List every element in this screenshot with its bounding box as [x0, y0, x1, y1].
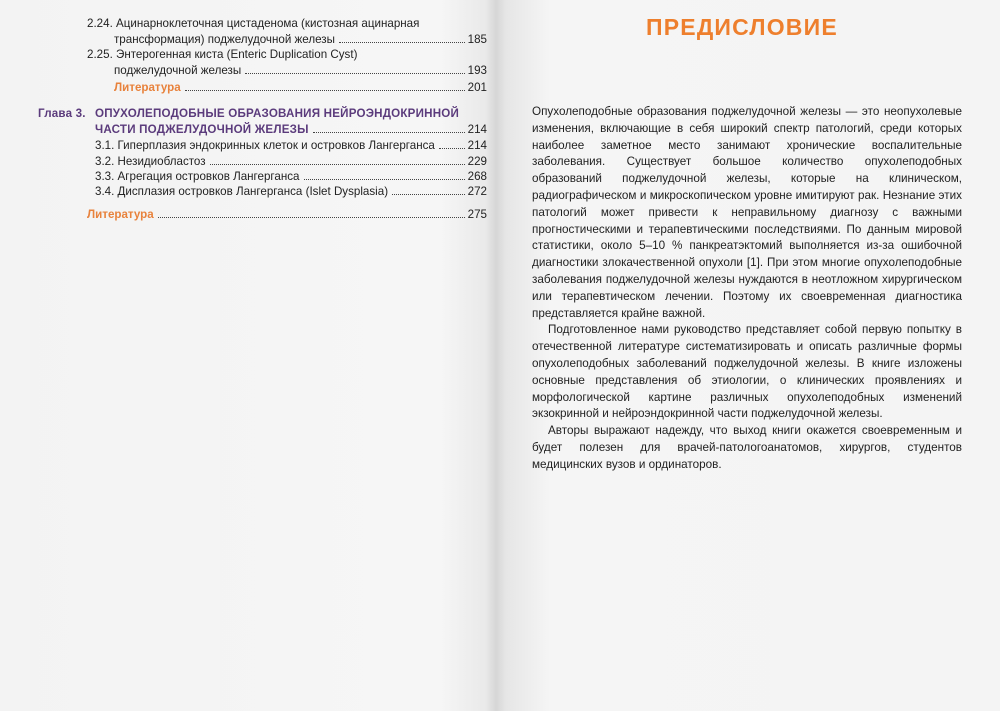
right-page-preface	[500, 0, 1000, 711]
toc-item-2-25-line1: 2.25. Энтерогенная киста (Enteric Duplication Cyst)	[87, 48, 358, 61]
preface-body	[532, 104, 962, 474]
toc-leader-dots	[439, 147, 465, 149]
toc-page-number: 185	[467, 33, 487, 46]
toc-item-3-2-title: 3.2. Незидиобластоз	[95, 155, 206, 168]
toc-item-2-24-title: трансформация) поджелудочной железы	[114, 33, 335, 46]
toc-page-number: 268	[467, 170, 487, 183]
toc-leader-dots	[304, 178, 465, 180]
toc-leader-dots	[158, 216, 465, 218]
toc-page-number: 193	[467, 64, 487, 77]
left-page-toc	[0, 0, 492, 711]
toc-item-2-25-title: поджелудочной железы	[114, 64, 242, 77]
toc-item-2-25[interactable]	[114, 63, 487, 78]
preface-paragraph-3: Авторы выражают надежду, что выход книги окажется своевременным и будет полезен для врачей-патологоанатомов, хирургов, студентов медицинских вузов и ординаторов.	[532, 424, 962, 471]
toc-literature-2[interactable]	[87, 207, 487, 222]
preface-paragraph-1: Опухолеподобные образования поджелудочной железы — это неопухолевые изменения, включающие в себя широкий спектр патологий, среди которых наиболее заметное место занимают хронические воспалительные заболевания. Существует большое количество опухолеподобных образований поджелудочной железы, которые на клиническом, радиографическом и микроскопическом уровне имитируют рак. Незнание этих патологий может привести к неправильному диагнозу с важными прогностическими и терапевтическими последствиями. По данным мировой статистики, около 5–10 % панкреатэктомий выполняется из-за ошибочной диагностики злокачественной опухоли [1]. При этом многие опухолеподобные заболевания поджелудочной железы нуждаются в неотложном хирургическом или терапевтическом лечении. Поэтому их своевременная диагностика представляется крайне важной.	[532, 105, 962, 320]
chapter-3-title-line2: ЧАСТИ ПОДЖЕЛУДОЧНОЙ ЖЕЛЕЗЫ	[95, 123, 309, 136]
chapter-3-title-line1: ОПУХОЛЕПОДОБНЫЕ ОБРАЗОВАНИЯ НЕЙРОЭНДОКРИННОЙ	[95, 107, 460, 120]
toc-leader-dots	[185, 89, 465, 91]
toc-literature-label: Литература	[114, 81, 181, 94]
toc-page-number: 272	[467, 185, 487, 198]
preface-heading: ПРЕДИСЛОВИЕ	[646, 14, 838, 40]
toc-item-3-1[interactable]	[95, 138, 487, 153]
toc-page-number: 275	[467, 208, 487, 221]
toc-chapter-3[interactable]	[95, 122, 487, 137]
toc-leader-dots	[392, 193, 465, 195]
toc-leader-dots	[245, 72, 464, 74]
toc-page-number: 229	[467, 155, 487, 168]
toc-item-3-4-title: 3.4. Дисплазия островков Лангерганса (Islet Dysplasia)	[95, 185, 389, 198]
toc-item-2-24[interactable]	[114, 32, 487, 47]
toc-leader-dots	[339, 41, 465, 43]
toc-leader-dots	[313, 131, 465, 133]
toc-leader-dots	[210, 163, 465, 165]
toc-literature-label: Литература	[87, 208, 154, 221]
toc-item-3-4[interactable]	[95, 184, 487, 199]
toc-page-number: 201	[467, 81, 487, 94]
preface-paragraph-2: Подготовленное нами руководство представляет собой первую попытку в отечественной литературе систематизировать и описать различные формы опухолеподобных заболеваний поджелудочной железы. В книге изложены основные представления об этиологии, о клинических проявлениях и морфологической картине различных опухолеподобных изменений экзокринной и нейроэндокринной части поджелудочной железы.	[532, 323, 962, 421]
toc-item-3-2[interactable]	[95, 154, 487, 169]
toc-item-3-3-title: 3.3. Агрегация островков Лангерганса	[95, 170, 300, 183]
toc-page-number: 214	[467, 139, 487, 152]
toc-page-number: 214	[467, 123, 487, 136]
chapter-3-prefix: Глава 3.	[38, 107, 86, 120]
toc-item-2-24-line1: 2.24. Ацинарноклеточная цистаденома (кистозная ацинарная	[87, 17, 420, 30]
toc-item-3-3[interactable]	[95, 169, 487, 184]
toc-item-3-1-title: 3.1. Гиперплазия эндокринных клеток и островков Лангерганса	[95, 139, 435, 152]
toc-literature-1[interactable]	[114, 80, 487, 95]
